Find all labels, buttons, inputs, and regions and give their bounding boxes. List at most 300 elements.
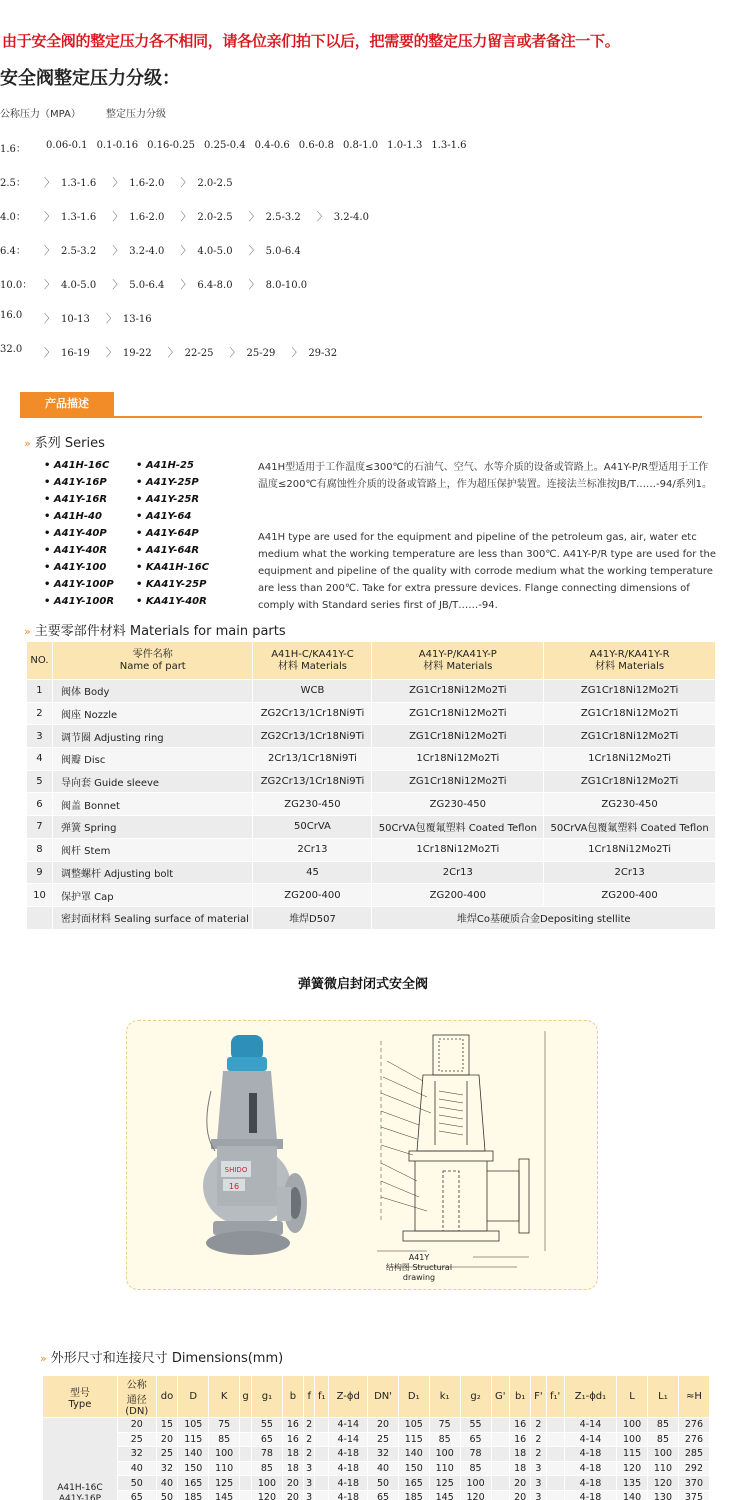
dimensions-header-cell: g₂ xyxy=(460,1376,491,1418)
table-cell: 25 xyxy=(368,1432,399,1447)
pressure-range: 〉 3.2-4.0 xyxy=(316,210,369,223)
dimensions-header-cell: DN' xyxy=(368,1376,399,1418)
pressure-row xyxy=(0,310,168,326)
table-cell xyxy=(546,1461,564,1476)
pressure-range: 〉 25-29 xyxy=(229,346,276,359)
table-cell: 115 xyxy=(617,1447,648,1462)
dimensions-header-cell: k₁ xyxy=(429,1376,460,1418)
table-cell: ZG1Cr18Ni12Mo2Ti xyxy=(544,770,716,793)
series-item: • KA41Y-25P xyxy=(136,579,207,590)
series-item: • A41Y-16R xyxy=(44,494,108,505)
table-cell: 75 xyxy=(429,1418,460,1433)
table-cell: ZG230-450 xyxy=(372,793,544,816)
pressure-range: 〉 5.0-6.4 xyxy=(248,244,301,257)
pressure-range: 〉 2.5-3.2 xyxy=(44,244,97,257)
pressure-row xyxy=(0,208,385,224)
table-cell: 110 xyxy=(648,1461,679,1476)
valve-figure xyxy=(126,1020,598,1290)
table-cell: 4-14 xyxy=(564,1418,616,1433)
table-cell xyxy=(240,1447,252,1462)
pressure-range: 〉 4.0-5.0 xyxy=(44,278,97,291)
table-cell: ZG2Cr13/1Cr18Ni9Ti xyxy=(253,702,372,725)
chevron-right-icon: » xyxy=(24,625,31,638)
chevron-right-icon: 〉 xyxy=(316,210,328,223)
table-cell: 55 xyxy=(460,1418,491,1433)
table-cell: 4-14 xyxy=(564,1432,616,1447)
table-cell: WCB xyxy=(253,680,372,703)
table-row xyxy=(27,816,716,839)
table-cell: 85 xyxy=(251,1461,282,1476)
table-row xyxy=(27,884,716,907)
table-cell: 145 xyxy=(429,1490,460,1500)
table-cell: 阀体 Body xyxy=(52,680,253,703)
dimensions-header-cell: L₁ xyxy=(648,1376,679,1418)
pressure-header xyxy=(0,105,188,120)
table-cell: 25 xyxy=(156,1447,178,1462)
table-cell: 10 xyxy=(27,884,53,907)
table-cell: 40 xyxy=(156,1476,178,1491)
table-cell: 导向套 Guide sleeve xyxy=(52,770,253,793)
table-cell: 4-18 xyxy=(329,1447,368,1462)
table-row xyxy=(43,1490,710,1500)
table-row xyxy=(27,725,716,748)
table-cell: ZG1Cr18Ni12Mo2Ti xyxy=(544,725,716,748)
table-cell: 120 xyxy=(648,1476,679,1491)
dimensions-header-cell: F' xyxy=(531,1376,546,1418)
pressure-range: 〉 2.0-2.5 xyxy=(180,176,233,189)
pressure-range: 0.16-0.25 xyxy=(147,140,196,151)
dimensions-header-cell: G' xyxy=(491,1376,510,1418)
table-cell: 20 xyxy=(282,1476,303,1491)
table-cell: 2 xyxy=(27,702,53,725)
sealing-c: 堆焊D507 xyxy=(253,906,372,929)
dimensions-header-cell: f xyxy=(304,1376,315,1418)
dimensions-table xyxy=(42,1375,710,1500)
series-item: • A41Y-100 xyxy=(44,562,107,573)
table-cell: 20 xyxy=(510,1476,531,1491)
table-cell xyxy=(491,1490,510,1500)
caption-text: 结构图 Structural drawing xyxy=(385,1263,453,1282)
table-cell xyxy=(240,1418,252,1433)
table-row xyxy=(27,702,716,725)
table-cell: 32 xyxy=(117,1447,156,1462)
table-cell xyxy=(491,1447,510,1462)
nominal-pressure: 16.0 xyxy=(0,310,23,321)
table-cell: 110 xyxy=(209,1461,240,1476)
nominal-pressure: 10.0： xyxy=(0,280,33,291)
table-cell: ZG230-450 xyxy=(544,793,716,816)
table-row xyxy=(27,838,716,861)
series-item: • A41Y-25R xyxy=(136,494,200,505)
table-cell: 45 xyxy=(253,861,372,884)
table-cell: 5 xyxy=(27,770,53,793)
table-cell xyxy=(491,1461,510,1476)
table-cell: 55 xyxy=(251,1418,282,1433)
chevron-right-icon: » xyxy=(40,1352,47,1365)
materials-header-cell: A41H-C/KA41Y-C 材料 Materials xyxy=(253,642,372,680)
table-cell: 375 xyxy=(678,1490,709,1500)
dimensions-header-cell: g xyxy=(240,1376,252,1418)
table-cell: 370 xyxy=(678,1476,709,1491)
dimensions-header-cell: do xyxy=(156,1376,178,1418)
series-item: • A41Y-40P xyxy=(44,528,107,539)
table-cell: ZG200-400 xyxy=(253,884,372,907)
chevron-right-icon: 〉 xyxy=(248,278,260,291)
notice-text: 由于安全阀的整定压力各不相同，请各位亲们拍下以后，把需要的整定压力留言或者备注一下。 xyxy=(2,32,620,50)
chevron-right-icon: 〉 xyxy=(291,346,303,359)
pressure-range: 〉 8.0-10.0 xyxy=(248,278,308,291)
pressure-row xyxy=(0,242,317,258)
table-cell: 32 xyxy=(156,1461,178,1476)
nominal-pressure: 1.6： xyxy=(0,144,26,155)
table-cell: 3 xyxy=(304,1476,315,1491)
table-cell: 18 xyxy=(282,1447,303,1462)
table-cell: 40 xyxy=(117,1461,156,1476)
table-cell: 4-18 xyxy=(329,1490,368,1500)
nominal-pressure: 32.0 xyxy=(0,344,23,355)
table-cell: ZG230-450 xyxy=(253,793,372,816)
pressure-range: 〉 13-16 xyxy=(105,312,152,325)
table-row xyxy=(27,793,716,816)
nominal-pressure: 6.4： xyxy=(0,246,26,257)
table-cell: 3 xyxy=(27,725,53,748)
nominal-pressure: 4.0： xyxy=(0,212,26,223)
table-cell: 65 xyxy=(368,1490,399,1500)
table-cell: 78 xyxy=(460,1447,491,1462)
chevron-right-icon: 〉 xyxy=(229,346,241,359)
table-cell: 15 xyxy=(156,1418,178,1433)
table-cell: 调节圈 Adjusting ring xyxy=(52,725,253,748)
table-cell: 7 xyxy=(27,816,53,839)
table-cell: 2 xyxy=(304,1418,315,1433)
pressure-row xyxy=(0,344,353,360)
dimensions-header-cell: g₁ xyxy=(251,1376,282,1418)
product-description-bar xyxy=(20,392,702,418)
table-cell: 276 xyxy=(678,1432,709,1447)
table-cell: 18 xyxy=(282,1461,303,1476)
table-cell: 4-14 xyxy=(329,1418,368,1433)
pressure-range: 〉 1.3-1.6 xyxy=(44,210,97,223)
valve-photo-and-drawing xyxy=(127,1021,599,1291)
table-cell: 40 xyxy=(368,1461,399,1476)
table-cell: 100 xyxy=(648,1447,679,1462)
table-cell: 阀座 Nozzle xyxy=(52,702,253,725)
table-cell: 285 xyxy=(678,1447,709,1462)
table-cell: 3 xyxy=(531,1461,546,1476)
table-cell: 4-18 xyxy=(564,1490,616,1500)
table-cell: 115 xyxy=(398,1432,429,1447)
caption-model: A41Y xyxy=(408,1253,430,1262)
materials-header-cell: A41Y-P/KA41Y-P 材料 Materials xyxy=(372,642,544,680)
table-cell: 65 xyxy=(460,1432,491,1447)
table-cell: 32 xyxy=(368,1447,399,1462)
series-item: • A41H-25 xyxy=(136,460,194,471)
table-cell: 120 xyxy=(460,1490,491,1500)
pressure-row xyxy=(0,276,323,292)
table-cell: 20 xyxy=(117,1418,156,1433)
table-cell: 1Cr18Ni12Mo2Ti xyxy=(544,838,716,861)
series-item: • A41Y-64R xyxy=(136,545,200,556)
table-cell xyxy=(240,1476,252,1491)
table-cell: 150 xyxy=(178,1461,209,1476)
table-cell: 16 xyxy=(282,1418,303,1433)
table-cell: ZG2Cr13/1Cr18Ni9Ti xyxy=(253,725,372,748)
valve-photo xyxy=(203,1035,307,1255)
table-cell: 85 xyxy=(429,1432,460,1447)
table-cell xyxy=(546,1476,564,1491)
table-cell: 3 xyxy=(304,1490,315,1500)
pressure-range: 〉 1.3-1.6 xyxy=(44,176,97,189)
table-cell: 85 xyxy=(460,1461,491,1476)
series-item: • A41Y-16P xyxy=(44,477,107,488)
table-cell: 18 xyxy=(510,1461,531,1476)
series-item: • KA41H-16C xyxy=(136,562,210,573)
table-cell: 140 xyxy=(617,1490,648,1500)
chevron-right-icon: 〉 xyxy=(112,244,124,257)
structural-drawing xyxy=(377,1031,545,1267)
table-cell: 75 xyxy=(209,1418,240,1433)
table-cell: 1Cr18Ni12Mo2Ti xyxy=(372,748,544,771)
table-cell: 20 xyxy=(282,1490,303,1500)
materials-header-cell: 零件名称 Name of part xyxy=(52,642,253,680)
table-row xyxy=(43,1461,710,1476)
pressure-range: 〉 16-19 xyxy=(44,346,90,359)
table-cell: 100 xyxy=(251,1476,282,1491)
series-heading: » 系列 Series xyxy=(24,436,105,451)
series-item: • KA41Y-40R xyxy=(136,596,207,607)
type-cell: A41H-16C A41Y-16P xyxy=(43,1418,118,1500)
pressure-range: 0.06-0.1 xyxy=(46,140,88,151)
table-cell: 85 xyxy=(648,1418,679,1433)
chevron-right-icon: 〉 xyxy=(248,244,260,257)
table-cell: 4-18 xyxy=(564,1476,616,1491)
table-cell: 115 xyxy=(178,1432,209,1447)
table-cell: 2Cr13 xyxy=(253,838,372,861)
pressure-range: 〉 2.5-3.2 xyxy=(248,210,301,223)
pressure-range: 1.0-1.3 xyxy=(387,140,423,151)
table-row xyxy=(43,1476,710,1491)
table-cell: 4-14 xyxy=(329,1432,368,1447)
table-cell: 2 xyxy=(531,1432,546,1447)
chevron-right-icon: 〉 xyxy=(167,346,179,359)
chevron-right-icon: 〉 xyxy=(180,244,192,257)
dimensions-header-cell: Z₁-ϕd₁ xyxy=(564,1376,616,1418)
table-row xyxy=(43,1432,710,1447)
dimensions-header-cell: f₁ xyxy=(315,1376,329,1418)
table-cell xyxy=(491,1432,510,1447)
valve-brand-mark: SHIDO xyxy=(224,1166,248,1174)
sealing-pr: 堆焊Co基硬质合金Depositing stellite xyxy=(372,906,716,929)
table-cell: 2 xyxy=(531,1418,546,1433)
figure-caption xyxy=(379,1253,459,1282)
table-cell: 85 xyxy=(648,1432,679,1447)
table-cell: 16 xyxy=(510,1418,531,1433)
chevron-right-icon: 〉 xyxy=(105,312,117,325)
table-cell xyxy=(240,1461,252,1476)
pressure-row xyxy=(0,174,249,190)
figure-title: 弹簧微启封闭式安全阀 xyxy=(297,977,428,992)
table-cell: 276 xyxy=(678,1418,709,1433)
chevron-right-icon: 〉 xyxy=(112,210,124,223)
table-cell: 85 xyxy=(209,1432,240,1447)
pressure-range: 0.8-1.0 xyxy=(342,140,379,151)
table-cell: 调整螺杆 Adjusting bolt xyxy=(52,861,253,884)
dimensions-header-cell: b xyxy=(282,1376,303,1418)
chevron-right-icon: 〉 xyxy=(44,346,55,359)
series-item: • A41H-40 xyxy=(44,511,102,522)
table-cell xyxy=(546,1432,564,1447)
series-item: • A41Y-40R xyxy=(44,545,108,556)
table-cell: 2 xyxy=(304,1447,315,1462)
table-row xyxy=(43,1418,710,1433)
series-item: • A41Y-64P xyxy=(136,528,199,539)
table-cell: 保护罩 Cap xyxy=(52,884,253,907)
table-cell: 165 xyxy=(178,1476,209,1491)
table-cell: 1Cr18Ni12Mo2Ti xyxy=(372,838,544,861)
nominal-pressure: 2.5： xyxy=(0,178,26,189)
pressure-range: 1.3-1.6 xyxy=(431,140,467,151)
table-cell: 125 xyxy=(429,1476,460,1491)
table-row xyxy=(43,1447,710,1462)
table-cell: ZG1Cr18Ni12Mo2Ti xyxy=(372,770,544,793)
table-cell: 50 xyxy=(156,1490,178,1500)
table-cell: 2Cr13 xyxy=(372,861,544,884)
table-cell: 185 xyxy=(178,1490,209,1500)
table-cell: 110 xyxy=(429,1461,460,1476)
table-cell xyxy=(27,906,53,929)
table-cell: 25 xyxy=(117,1432,156,1447)
table-cell: 2 xyxy=(531,1447,546,1462)
materials-header-cell: NO. xyxy=(27,642,53,680)
chevron-right-icon: » xyxy=(24,437,31,450)
table-cell: ZG2Cr13/1Cr18Ni9Ti xyxy=(253,770,372,793)
table-cell: 弹簧 Spring xyxy=(52,816,253,839)
table-cell: 78 xyxy=(251,1447,282,1462)
pressure-range: 〉 29-32 xyxy=(291,346,338,359)
table-cell: 292 xyxy=(678,1461,709,1476)
table-cell: 50CrVA xyxy=(253,816,372,839)
chevron-right-icon: 〉 xyxy=(180,176,192,189)
pressure-range: 〉 22-25 xyxy=(167,346,214,359)
materials-heading: » 主要零部件材料 Materials for main parts xyxy=(24,624,286,639)
table-cell: ZG200-400 xyxy=(372,884,544,907)
pressure-range: 〉 19-22 xyxy=(105,346,152,359)
table-cell xyxy=(240,1490,252,1500)
table-cell: 4-18 xyxy=(564,1461,616,1476)
table-cell xyxy=(546,1447,564,1462)
series-description-en: A41H type are used for the equipment and pipeline of the petroleum gas, air, water etc medium what the working temperature are less than 300℃. A41Y-P/R type are used for the equipment and pipeline of the quality with corrode medium what the working temperature are less than 200℃. Take for extra pressure devices. Flange connecting dimensions of comply with Standard series first of JB/T……-94. xyxy=(258,532,717,611)
table-cell: 105 xyxy=(398,1418,429,1433)
valve-pn-mark: 16 xyxy=(228,1182,240,1191)
pressure-range: 〉 3.2-4.0 xyxy=(112,244,165,257)
table-cell: 65 xyxy=(251,1432,282,1447)
table-cell: 2Cr13 xyxy=(544,861,716,884)
table-cell: 18 xyxy=(510,1447,531,1462)
dimensions-header-cell: b₁ xyxy=(510,1376,531,1418)
table-cell xyxy=(240,1432,252,1447)
chevron-right-icon: 〉 xyxy=(44,244,55,257)
chevron-right-icon: 〉 xyxy=(112,176,124,189)
dimensions-heading: » 外形尺寸和连接尺寸 Dimensions(mm) xyxy=(40,1351,284,1366)
dimensions-header-cell: Z-ϕd xyxy=(329,1376,368,1418)
series-item: • A41Y-64 xyxy=(136,511,192,522)
nominal-pressure-label: 公称压力（MPA） xyxy=(0,109,81,120)
table-cell: ZG1Cr18Ni12Mo2Ti xyxy=(372,702,544,725)
table-row xyxy=(27,748,716,771)
table-cell: 4-18 xyxy=(329,1476,368,1491)
table-cell: 1Cr18Ni12Mo2Ti xyxy=(544,748,716,771)
table-cell: 2 xyxy=(304,1432,315,1447)
dimensions-header-cell: 公称 通径 (DN) xyxy=(117,1376,156,1418)
table-cell: 1 xyxy=(27,680,53,703)
table-cell: 100 xyxy=(209,1447,240,1462)
table-cell: ZG1Cr18Ni12Mo2Ti xyxy=(544,680,716,703)
pressure-range: 〉 1.6-2.0 xyxy=(112,210,165,223)
table-cell: 140 xyxy=(178,1447,209,1462)
table-cell xyxy=(546,1490,564,1500)
chevron-right-icon: 〉 xyxy=(248,210,260,223)
table-cell: 20 xyxy=(510,1490,531,1500)
table-cell: 100 xyxy=(460,1476,491,1491)
table-cell xyxy=(491,1476,510,1491)
series-item: • A41Y-100P xyxy=(44,579,114,590)
table-cell: 阀瓣 Disc xyxy=(52,748,253,771)
table-row xyxy=(27,770,716,793)
series-item: • A41Y-100R xyxy=(44,596,115,607)
table-cell: 50 xyxy=(368,1476,399,1491)
pressure-range: 0.6-0.8 xyxy=(298,140,334,151)
table-cell: 8 xyxy=(27,838,53,861)
table-cell: 3 xyxy=(531,1476,546,1491)
chevron-right-icon: 〉 xyxy=(44,312,55,325)
table-cell xyxy=(315,1490,329,1500)
table-row xyxy=(27,861,716,884)
pressure-range: 0.4-0.6 xyxy=(254,140,290,151)
dimensions-header-cell: ≈H xyxy=(678,1376,709,1418)
table-cell: 145 xyxy=(209,1490,240,1500)
table-cell: 4-18 xyxy=(564,1447,616,1462)
sealing-label: 密封面材料 Sealing surface of material xyxy=(52,906,253,929)
table-row xyxy=(27,906,716,929)
chevron-right-icon: 〉 xyxy=(44,278,55,291)
pressure-title: 安全阀整定压力分级： xyxy=(0,68,180,89)
table-cell: 120 xyxy=(617,1461,648,1476)
table-cell: 150 xyxy=(398,1461,429,1476)
table-cell: 130 xyxy=(648,1490,679,1500)
table-cell: 100 xyxy=(617,1432,648,1447)
table-cell: 4 xyxy=(27,748,53,771)
table-cell xyxy=(315,1432,329,1447)
product-description-tab: 产品描述 xyxy=(20,392,114,416)
pressure-range: 〉 2.0-2.5 xyxy=(180,210,233,223)
dimensions-header-cell: 型号 Type xyxy=(43,1376,118,1418)
chevron-right-icon: 〉 xyxy=(105,346,117,359)
table-cell: 9 xyxy=(27,861,53,884)
chevron-right-icon: 〉 xyxy=(180,210,192,223)
pressure-range: 〉 4.0-5.0 xyxy=(180,244,233,257)
materials-header-cell: A41Y-R/KA41Y-R 材料 Materials xyxy=(544,642,716,680)
table-cell: 50CrVA包覆氟塑料 Coated Teflon xyxy=(372,816,544,839)
table-cell xyxy=(315,1418,329,1433)
pressure-range: 〉 10-13 xyxy=(44,312,90,325)
table-cell xyxy=(315,1461,329,1476)
table-cell: ZG1Cr18Ni12Mo2Ti xyxy=(544,702,716,725)
dimensions-header-cell: K xyxy=(209,1376,240,1418)
dimensions-header-cell: D xyxy=(178,1376,209,1418)
dimensions-header-cell: D₁ xyxy=(398,1376,429,1418)
table-cell: 105 xyxy=(178,1418,209,1433)
table-cell: 100 xyxy=(429,1447,460,1462)
